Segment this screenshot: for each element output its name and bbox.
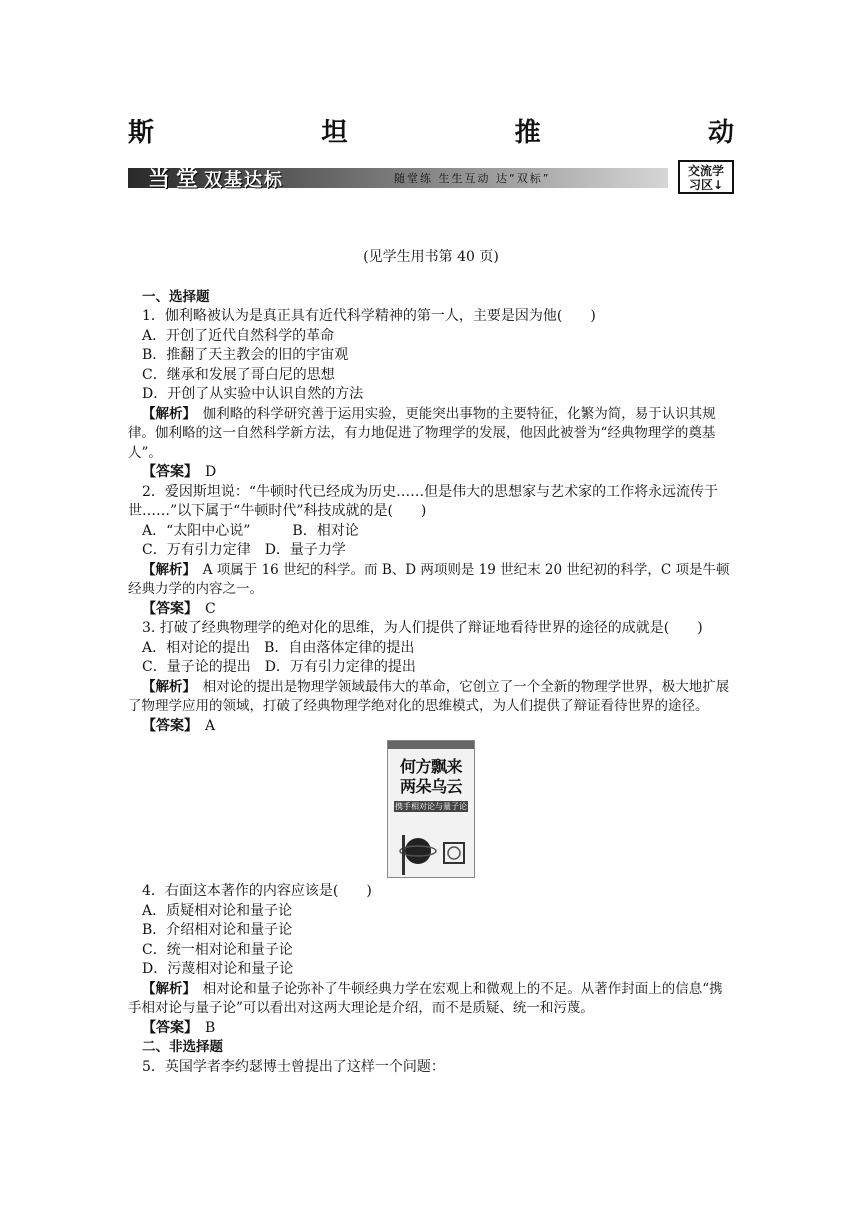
banner-title-a: 当堂: [148, 167, 205, 192]
answer: [128, 463, 734, 483]
analysis-tag: 【解析】: [142, 980, 190, 997]
analysis: [128, 980, 734, 1019]
question-stem: 5．英国学者李约瑟博士曾提出了这样一个问题：: [142, 1058, 445, 1075]
analysis-text: A 项属于 16 世纪的科学。而 B、D 两项则是 19 世纪末 20 世纪初的科学，C 项是牛顿经典力学的内容之一。: [128, 561, 730, 597]
title-char: 斯: [128, 118, 155, 148]
exchange-area-line1: 交流学: [687, 164, 724, 178]
book-cover-illustration: [388, 825, 475, 877]
answer-value: A: [205, 717, 216, 734]
answer: [128, 1019, 734, 1039]
title-char: 动: [707, 118, 734, 148]
answer-tag: 【答案】: [142, 600, 191, 617]
answer-value: B: [205, 1019, 216, 1036]
question-stem: 3. 打破了经典物理学的绝对化的思维，为人们提供了辩证地看待世界的途径的成就是( ): [142, 620, 703, 636]
answer-tag: 【答案】: [142, 1019, 191, 1036]
answer-value: C: [205, 600, 216, 617]
analysis: [128, 405, 734, 464]
answer-value: D: [205, 464, 217, 480]
question-option: B．推翻了天主教会的旧的宇宙观: [142, 347, 349, 363]
answer-tag: 【答案】: [142, 464, 191, 480]
banner-subtitle: 随堂练 生生互动 达“双标”: [394, 172, 551, 185]
question-option: C．继承和发展了哥白尼的思想: [142, 366, 335, 383]
book-title: [388, 757, 474, 797]
section-heading: 二、非选择题: [142, 1039, 223, 1055]
question-option: A．开创了近代自然科学的革命: [142, 327, 335, 344]
analysis-text: 伽利略的科学研究善于运用实验，更能突出事物的主要特征，化繁为简，易于认识其规律。伽利略的这一自然科学新方法，有力地促进了物理学的发展，他因此被誉为“经典物理学的奠基人”。: [128, 405, 716, 461]
page-reference: (见学生用书第 40 页): [363, 249, 499, 265]
exchange-area-box: [678, 160, 734, 194]
answer-tag: 【答案】: [142, 717, 191, 734]
analysis-text: 相对论的提出是物理学领域最伟大的革命，它创立了一个全新的物理学世界，极大地扩展了物理学应用的领域，打破了经典物理学绝对化的思维模式，为人们提供了辩证看待世界的途径。: [128, 678, 730, 714]
cube-shape: [444, 843, 464, 863]
question-stem: 1．伽利略被认为是真正具有近代科学精神的第一人，主要是因为他( ): [142, 308, 596, 324]
banner-title: [148, 162, 284, 193]
stand-post: [402, 835, 405, 875]
answer: [128, 600, 734, 620]
analysis-tag: 【解析】: [142, 561, 190, 578]
question-option: C．统一相对论和量子论: [142, 941, 293, 958]
question-options: A．“太阳中心说” B．相对论: [142, 522, 359, 539]
book-cover-image: [387, 740, 475, 878]
cube-inner-circle: [448, 847, 460, 859]
question-option: D．开创了从实验中认识自然的方法: [142, 386, 364, 402]
question-option: A．质疑相对论和量子论: [142, 902, 293, 919]
book-cover-top-strip: [388, 741, 474, 749]
question-stem: 2．爱因斯坦说：“牛顿时代已经成为历史……但是伟大的思想家与艺术家的工作将永远流传于世……”以下属于“牛顿时代”科技成就的是( ): [128, 483, 719, 519]
analysis-text: 相对论和量子论弥补了牛顿经典力学在宏观上和微观上的不足。从著作封面上的信息“携手相对论与量子论”可以看出对这两大理论是介绍，而不是质疑、统一和污蔑。: [128, 980, 723, 1016]
analysis: [128, 561, 734, 600]
book-title-line2: 两朵乌云: [399, 777, 462, 796]
title-char: 坦: [321, 118, 348, 148]
question-options: C．量子论的提出 D．万有引力定律的提出: [142, 659, 416, 675]
globe-shape: [405, 838, 431, 864]
analysis-tag: 【解析】: [142, 678, 190, 695]
question-option: D．污蔑相对论和量子论: [142, 961, 294, 977]
banner-title-b: 双基达标: [204, 170, 285, 191]
book-cover-figure: [128, 740, 734, 880]
book-subtitle-band: 携手相对论与量子论: [395, 802, 467, 811]
exercise-content: [128, 248, 734, 1077]
title-char: 推: [514, 118, 541, 148]
analysis: [128, 678, 734, 717]
section-heading: 一、选择题: [142, 288, 210, 305]
page-title: [128, 112, 734, 149]
analysis-tag: 【解析】: [142, 405, 190, 422]
book-title-line1: 何方飘来: [399, 757, 462, 776]
question-options: C．万有引力定律 D．量子力学: [142, 542, 346, 558]
question-options: A．相对论的提出 B．自由落体定律的提出: [142, 639, 415, 656]
section-banner: [128, 160, 734, 194]
exchange-area-line2: 习区↓: [688, 178, 724, 192]
question-stem: 4．右面这本著作的内容应该是( ): [142, 883, 372, 899]
answer: [128, 717, 734, 737]
question-option: B．介绍相对论和量子论: [142, 922, 293, 938]
